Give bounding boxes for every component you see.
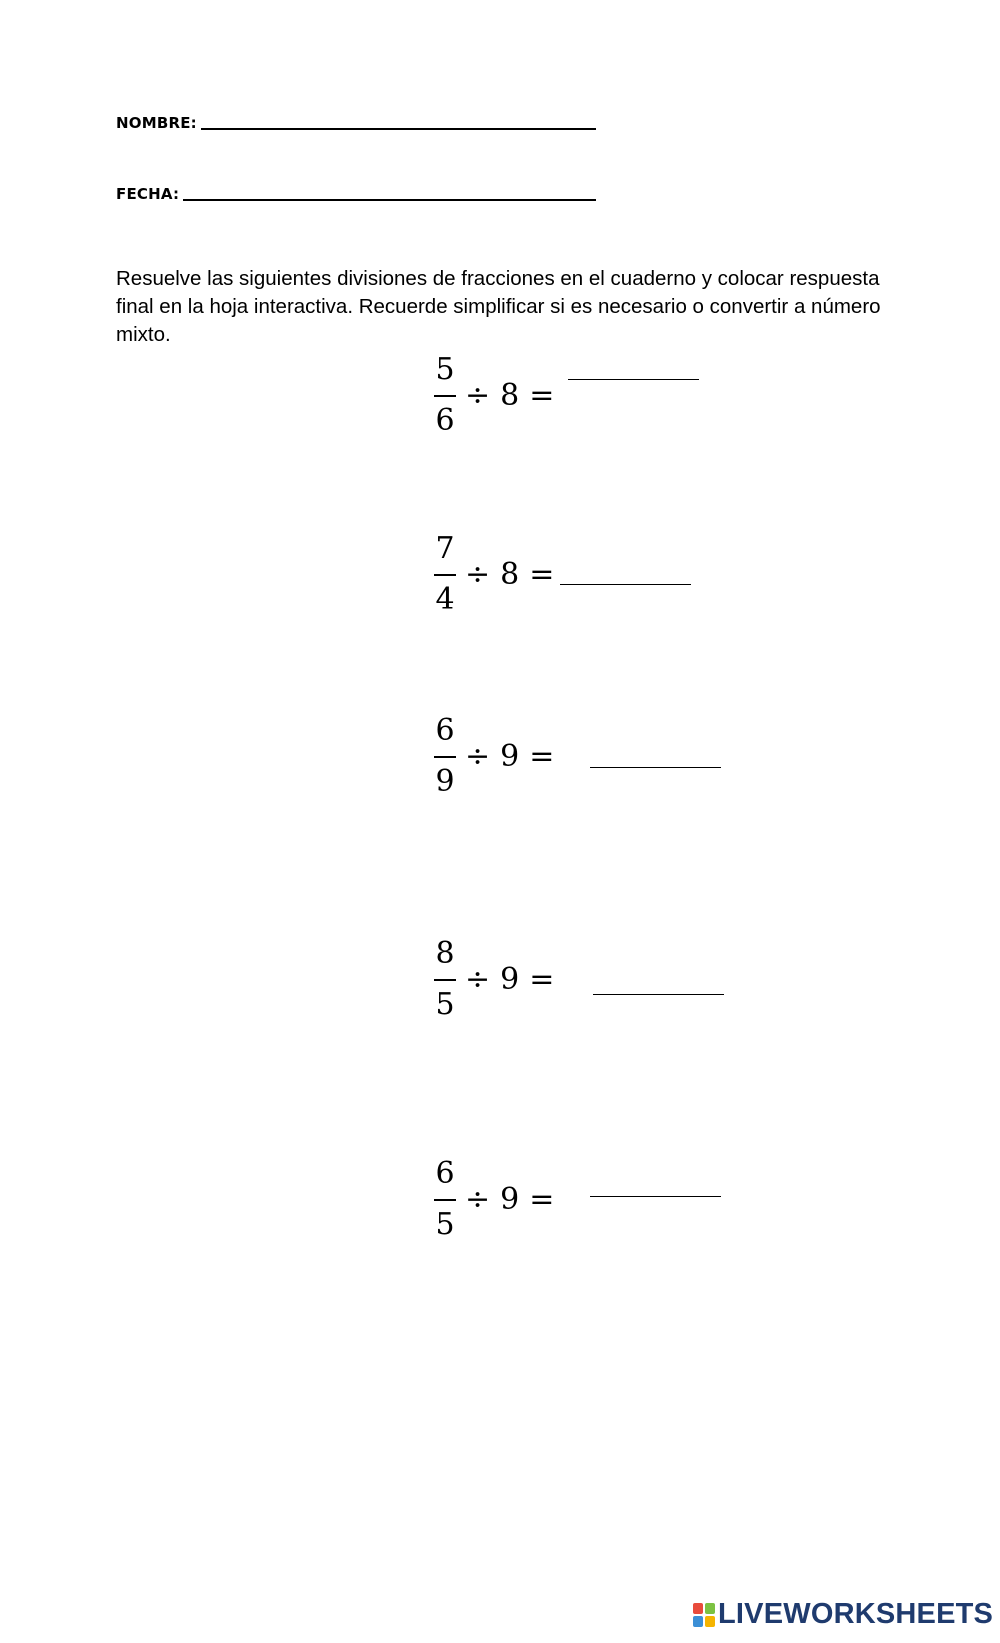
name-input-line[interactable] [201, 128, 596, 130]
fraction-bar [434, 756, 456, 758]
fraction-bar [434, 1199, 456, 1201]
problem-3 [433, 713, 554, 800]
divisor: 9 [500, 738, 520, 774]
equals-sign: = [529, 377, 555, 413]
answer-field-1[interactable] [568, 379, 699, 380]
division-sign: ÷ [465, 377, 491, 413]
fraction [433, 531, 457, 618]
equals-sign: = [529, 556, 555, 592]
numerator: 7 [435, 531, 455, 566]
problem-5 [433, 1156, 554, 1243]
numerator: 6 [435, 1156, 455, 1191]
date-field-row [116, 187, 596, 202]
fraction [433, 352, 457, 439]
division-sign: ÷ [465, 738, 491, 774]
date-label: FECHA: [116, 185, 180, 203]
date-input-line[interactable] [183, 199, 596, 201]
problem-1 [433, 352, 554, 439]
name-field-row [116, 116, 596, 131]
logo-blocks-icon [693, 1603, 715, 1627]
denominator: 6 [435, 403, 455, 438]
liveworksheets-logo [693, 1598, 993, 1631]
divisor: 8 [500, 377, 520, 413]
equals-sign: = [529, 1181, 555, 1217]
logo-block [693, 1603, 703, 1614]
divisor: 8 [500, 556, 520, 592]
denominator: 5 [435, 1207, 455, 1242]
equals-sign: = [529, 961, 555, 997]
answer-field-3[interactable] [590, 767, 721, 768]
logo-block [693, 1616, 703, 1627]
logo-text: LIVEWORKSHEETS [718, 1598, 994, 1630]
fraction [433, 1156, 457, 1243]
numerator: 8 [435, 936, 455, 971]
denominator: 4 [435, 582, 455, 617]
fraction [433, 713, 457, 800]
fraction [433, 936, 457, 1023]
answer-field-4[interactable] [593, 994, 724, 995]
denominator: 9 [435, 764, 455, 799]
logo-block [705, 1616, 715, 1627]
divisor: 9 [500, 1181, 520, 1217]
fraction-bar [434, 979, 456, 981]
problem-4 [433, 936, 554, 1023]
name-label: NOMBRE: [116, 114, 197, 132]
logo-block [705, 1603, 715, 1614]
division-sign: ÷ [465, 1181, 491, 1217]
problem-2 [433, 531, 554, 618]
instructions-text: Resuelve las siguientes divisiones de fracciones en el cuaderno y colocar respuesta final en la hoja interactiva. Recuerde simplificar si es necesario o convertir a número mixto. [116, 267, 881, 346]
division-sign: ÷ [465, 556, 491, 592]
answer-field-2[interactable] [560, 584, 691, 585]
division-sign: ÷ [465, 961, 491, 997]
divisor: 9 [500, 961, 520, 997]
fraction-bar [434, 395, 456, 397]
answer-field-5[interactable] [590, 1196, 721, 1197]
equals-sign: = [529, 738, 555, 774]
fraction-bar [434, 574, 456, 576]
numerator: 5 [435, 352, 455, 387]
numerator: 6 [435, 713, 455, 748]
denominator: 5 [435, 987, 455, 1022]
